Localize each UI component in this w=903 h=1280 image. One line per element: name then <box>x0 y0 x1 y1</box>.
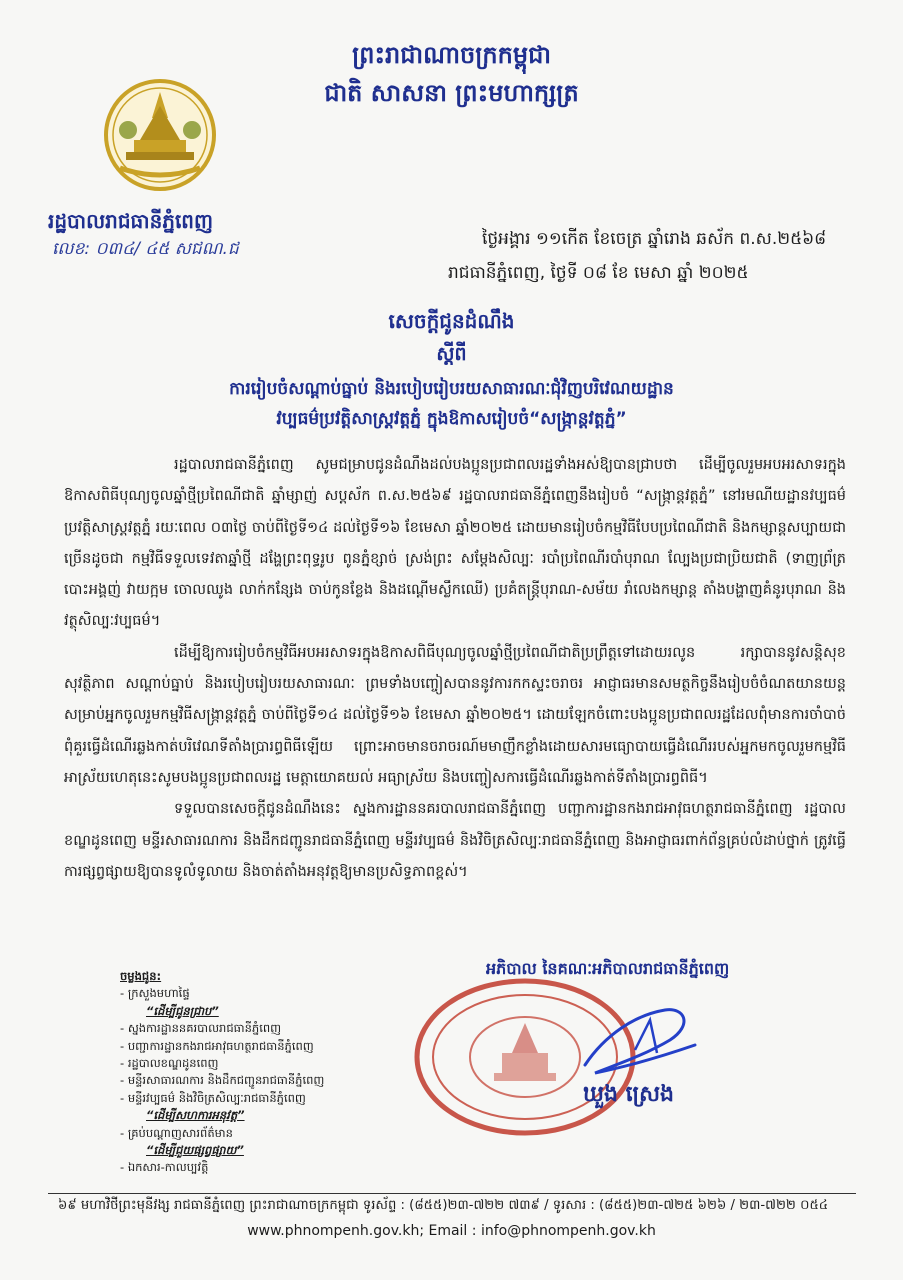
notice-body <box>64 450 846 888</box>
recipient-item: - មន្ទីរសាធារណការ និងដឹកជញ្ជូនរាជធានីភ្នំពេញ <box>120 1072 420 1089</box>
kingdom-title: ព្រះរាជាណាចក្រកម្ពុជា <box>352 41 551 69</box>
paragraph-1: រដ្ឋបាលរាជធានីភ្នំពេញ សូមជម្រាបជូនដំណឹងដល់បងប្អូនប្រជាពលរដ្ឋទាំងអស់ឱ្យបានជ្រាបថា ដើម្បីចូលរួមអបអរសាទរក្នុងឱកាសពិធីបុណ្យចូលឆ្នាំថ្មីប្រពៃណីជាតិ ឆ្នាំម្សាញ់ សប្តស័ក ព.ស.២៥៦៩ រដ្ឋបាលរាជធានីភ្នំពេញនឹងរៀបចំ “សង្ក្រាន្តវត្តភ្នំ” នៅរមណីយដ្ឋានវប្បធម៌ប្រវត្តិសាស្ត្រវត្តភ្នំ រយៈពេល ០៣ថ្ងៃ ចាប់ពីថ្ងៃទី១៤ ដល់ថ្ងៃទី១៦ ខែមេសា ឆ្នាំ២០២៥ ដោយមានរៀបចំកម្មវិធីបែបប្រពៃណីជាតិ និងកម្សាន្តសប្បាយជាច្រើនដូចជា កម្មវិធីទទួលទេវតាឆ្នាំថ្មី ដង្ហែព្រះពុទ្ធរូប ពូនភ្នំខ្សាច់ ស្រង់ព្រះ សម្តែងសិល្បៈ របាំប្រពៃណីរបាំបុរាណ ល្បែងប្រជាប្រិយជាតិ (ទាញព្រ័ត្រ បោះអង្គញ់ វាយក្អម ចោលឈូង លាក់កន្សែង ចាប់កូនខ្លែង និងដណ្តើមស្លឹកឈើ) ប្រគំតន្ត្រីបុរាណ-សម័យ រាំលេងកម្សាន្ត តាំងបង្ហាញគំនូរបុរាណ និងវត្ថុសិល្បៈវប្បធម៌។ <box>64 457 846 630</box>
solar-date: រាជធានីភ្នំពេញ, ថ្ងៃទី ០៨ ខែ មេសា ឆ្នាំ ២០២៥ <box>448 263 749 283</box>
subject-line-1: ការរៀបចំសណ្តាប់ធ្នាប់ និងរបៀបរៀបរយសាធារណៈជុំវិញបរិវេណយដ្ឋាន <box>229 379 674 399</box>
recipient-item: - រដ្ឋបាលខណ្ឌដូនពេញ <box>120 1055 420 1072</box>
recipient-item: - ស្នងការដ្ឋាននគរបាលរាជធានីភ្នំពេញ <box>120 1020 420 1037</box>
paragraph-2: ដើម្បីឱ្យការរៀបចំកម្មវិធីអបអរសាទរក្នុងឱកាសពិធីបុណ្យចូលឆ្នាំថ្មីប្រពៃណីជាតិប្រព្រឹត្តទៅដោយរលូន រក្សាបាននូវសន្តិសុខ សុវត្ថិភាព សណ្តាប់ធ្នាប់ និងរបៀបរៀបរយសាធារណៈ ព្រមទាំងបញ្ចៀសបាននូវការកកស្ទះចរាចរ អាជ្ញាធរមានសមត្ថកិច្ចនឹងរៀបចំចំណតយានយន្តសម្រាប់អ្នកចូលរួមកម្មវិធីសង្ក្រាន្តវត្តភ្នំ ចាប់ពីថ្ងៃទី១៤ ដល់ថ្ងៃទី១៦ ខែមេសា ឆ្នាំ២០២៥។ ដោយឡែកចំពោះបងប្អូនប្រជាពលរដ្ឋដែលពុំមានការចាំបាច់ ពុំគួរធ្វើដំណើរឆ្លងកាត់បរិវេណទីតាំងប្រារព្ធពិធីឡើយ ព្រោះអាចមានចរាចរណ៍មមាញឹកខ្លាំងដោយសារមធ្យោបាយធ្វើដំណើររបស់អ្នកមកចូលរួមកម្មវិធី អាស្រ័យហេតុនេះសូមបងប្អូនប្រជាពលរដ្ឋ មេត្តាយោគយល់ អធ្យាស្រ័យ និងបញ្ចៀសការធ្វើដំណើរឆ្លងកាត់ទីតាំងប្រារព្ធពិធី។ <box>64 644 846 786</box>
recipient-note: “ដើម្បីជូនជ្រាប” <box>146 1003 219 1018</box>
recipient-note: “ដើម្បីសហការអនុវត្ត” <box>146 1108 245 1123</box>
issuing-authority: រដ្ឋបាលរាជធានីភ្នំពេញ <box>48 209 214 233</box>
lunar-date: ថ្ងៃអង្គារ ១១កើត ខែចេត្រ ឆ្នាំរោង ឆស័ក ព.ស.២៥៦៨ <box>482 229 827 249</box>
footer-divider <box>48 1193 856 1194</box>
paragraph-3: ទទួលបានសេចក្តីជូនដំណឹងនេះ ស្នងការដ្ឋាននគរបាលរាជធានីភ្នំពេញ បញ្ជាការដ្ឋានកងរាជអាវុធហត្ថរាជធានីភ្នំពេញ រដ្ឋបាលខណ្ឌដូនពេញ មន្ទីរសាធារណការ និងដឹកជញ្ជូនរាជធានីភ្នំពេញ មន្ទីរវប្បធម៌ និងវិចិត្រសិល្បៈរាជធានីភ្នំពេញ និងអាជ្ញាធរពាក់ព័ន្ធគ្រប់លំដាប់ថ្នាក់ ត្រូវធ្វើការផ្សព្វផ្សាយឱ្យបានទូលំទូលាយ និងចាត់តាំងអនុវត្តឱ្យមានប្រសិទ្ធភាពខ្ពស់។ <box>64 801 846 880</box>
recipient-note: “ដើម្បីជួយផ្សព្វផ្សាយ” <box>146 1143 244 1158</box>
copy-to-heading: ចម្លងជូន: <box>120 969 162 983</box>
subject-line-2: វប្បធម៌ប្រវត្តិសាស្ត្រវត្តភ្នំ ក្នុងឱកាសរៀបចំ“សង្ក្រាន្តវត្តភ្នំ” <box>276 409 627 429</box>
footer-website[interactable]: www.phnompenh.gov.kh; Email : info@phnompenh.gov.kh <box>247 1223 656 1239</box>
recipient-item: - ឯកសារ-កាលប្បវត្តិ <box>120 1159 420 1176</box>
document-type: សេចក្តីជូនដំណឹង <box>388 309 515 333</box>
signatory-name: ឃួង ស្រេង <box>583 1082 675 1107</box>
copy-to-list <box>120 968 420 1177</box>
reference-number: លេខ: ០៣៤/ ៤៥ សជណ.ជ <box>52 239 239 259</box>
recipient-item: - មន្ទីរវប្បធម៌ និងវិចិត្រសិល្បៈរាជធានីភ្នំពេញ <box>120 1090 420 1107</box>
national-motto: ជាតិ សាសនា ព្រះមហាក្សត្រ <box>324 79 579 107</box>
recipient-item: - ក្រសួងមហាផ្ទៃ <box>120 985 420 1002</box>
handwritten-signature <box>575 995 705 1085</box>
signatory-title: អភិបាល នៃគណៈអភិបាលរាជធានីភ្នំពេញ <box>486 959 730 978</box>
recipient-item: - គ្រប់បណ្តាញសារព័ត៌មាន <box>120 1125 420 1142</box>
regarding-label: ស្តីពី <box>436 343 467 365</box>
footer-address: ៦៩ មហាវិថីព្រះមុនីវង្ស រាជធានីភ្នំពេញ ព្រះរាជាណាចក្រកម្ពុជា ទូរស័ព្ទ : (៨៥៥)២៣-៧២២ ៧៣៩ / ទូរសារ : (៨៥៥)២៣-៧២៥ ៦២៦ / ២៣-៧២២ ០៥៤ <box>58 1198 829 1213</box>
recipient-item: - បញ្ជាការដ្ឋានកងរាជអាវុធហត្ថរាជធានីភ្នំពេញ <box>120 1038 420 1055</box>
